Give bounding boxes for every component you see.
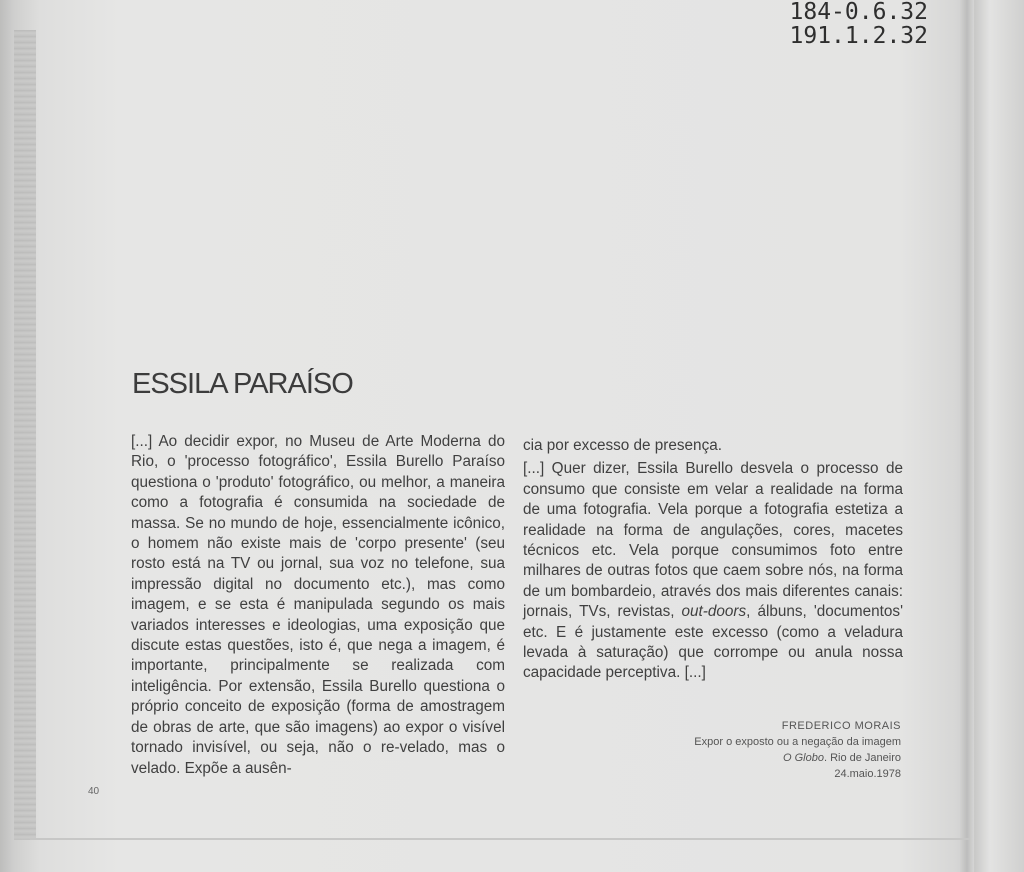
text-column-left	[131, 432, 505, 779]
book-spine-shadow	[14, 30, 36, 840]
attribution-author: FREDERICO MORAIS	[781, 720, 901, 732]
paragraph-text: , álbuns, 'documentos' etc. E é justamente este excesso (como a veladura levada à saturação) que corrompe ou anula nossa capacidade perceptiva. [...]	[523, 603, 903, 682]
catalog-code: 191.1.2.32	[789, 23, 928, 49]
body-paragraph	[523, 459, 903, 683]
attribution-place: . Rio de Janeiro	[823, 752, 901, 764]
handwritten-catalog-codes	[790, 0, 928, 48]
page-number: 40	[88, 786, 100, 797]
catalog-code: 184-0.6.32	[789, 0, 928, 25]
italic-term: out-doors	[681, 603, 747, 621]
newspaper-name: O Globo	[782, 752, 824, 764]
attribution-source	[694, 750, 901, 766]
attribution-date: 24.maio.1978	[834, 768, 901, 780]
attribution-article: Expor o exposto ou a negação da imagem	[694, 736, 901, 748]
body-paragraph: cia por excesso de presença.	[523, 437, 722, 454]
page-edge-shadow	[960, 0, 974, 872]
article-title: ESSILA PARAÍSO	[132, 368, 353, 400]
page-bottom-edge	[30, 838, 970, 840]
source-attribution	[694, 718, 901, 782]
paragraph-text: [...] Quer dizer, Essila Burello desvela o processo de consumo que consiste em velar a realidade na forma de uma fotografia. Vela porque a fotografia estetiza a realidade na forma de angulações, cores, macetes técnicos etc. Vela porque consumimos foto entre milhares de outras fotos que caem sobre nós, na forma de um bombardeio, através dos mais diferentes canais: jornais, TVs, revistas,	[523, 460, 903, 621]
text-column-right	[523, 436, 903, 684]
body-paragraph: [...] Ao decidir expor, no Museu de Arte Moderna do Rio, o 'processo fotográfico', Essila Burello Paraíso questiona o 'produto' fotográfico, ou melhor, a maneira como a fotografia é consumida na sociedade de massa. Se no mundo de hoje, essencialmente icônico, o homem não existe mais de 'corpo presente' (seu rosto está na TV ou jornal, sua voz no telefone, sua impressão digital no documento etc.), mas como imagem, e se esta é manipulada segundo os mais variados interesses e ideologias, uma exposição que discute estas questões, isto é, que nega a imagem, é importante, principalmente se realizada com inteligência. Por extensão, Essila Burello questiona o próprio conceito de exposição (forma de amostragem de obras de arte, que são imagens) ao expor o visível tornado invisível, ou seja, não o re-velado, mas o velado. Expõe a ausên-	[131, 433, 505, 777]
